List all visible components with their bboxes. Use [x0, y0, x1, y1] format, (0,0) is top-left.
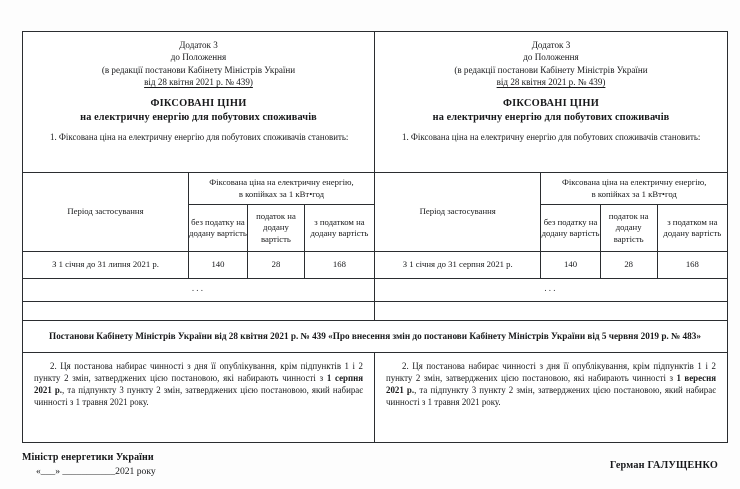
header-period-left: Період застосування	[23, 173, 188, 252]
table-ellipsis-row-right	[375, 279, 727, 302]
cell-vat-left: 28	[247, 252, 304, 279]
annex-edition-left: (в редакції постанови Кабінету Міністрів України	[101, 64, 296, 75]
header-without-vat-right: без податку на додану вартість	[541, 205, 600, 252]
annex-heading-right	[375, 32, 727, 89]
header-price-line1-right: Фіксована ціна на електричну енергію,	[562, 177, 707, 188]
header-without-vat-left: без податку на додану вартість	[188, 205, 247, 252]
cell-vat-right: 28	[600, 252, 657, 279]
annex-subtitle-right: на електричну енергію для побутових споживачів	[432, 111, 670, 123]
signature-footer	[22, 452, 728, 486]
annex-to-right: до Положення	[523, 52, 579, 63]
annex-panel-right	[375, 32, 727, 320]
header-vat-right: податок на додану вартість	[600, 205, 657, 252]
resolution-banner-text	[49, 330, 701, 342]
table-row	[23, 252, 374, 279]
ellipsis-left: ...	[23, 279, 374, 302]
banner-line1: Постанови Кабінету Міністрів України від 28 квітня 2021 р. № 439 «Про внесення змін до постанови Кабінету	[49, 331, 506, 342]
table-header-row	[375, 173, 727, 205]
annex-heading-left	[23, 32, 374, 89]
annex-edition-right: (в редакції постанови Кабінету Міністрів України	[454, 64, 648, 75]
cell-without-vat-left: 140	[188, 252, 247, 279]
header-price-right	[541, 173, 727, 205]
annex-label-right: Додаток 3	[531, 40, 571, 50]
notes-area	[23, 353, 727, 442]
note-right-effective-date: 1 вересня 2021 р.	[386, 373, 716, 396]
table-ellipsis-row-left	[23, 279, 374, 302]
header-vat-left: податок на додану вартість	[247, 205, 304, 252]
price-table-left	[23, 172, 374, 302]
cell-without-vat-right: 140	[541, 252, 600, 279]
signature-left-block	[22, 452, 156, 477]
annex-to-left: до Положення	[170, 52, 227, 63]
cell-with-vat-left: 168	[304, 252, 374, 279]
header-with-vat-left: з податком на додану вартість	[304, 205, 374, 252]
signature-date-line: «___» ___________2021 року	[36, 466, 156, 477]
signatory-name: Герман ГАЛУЩЕНКО	[609, 460, 718, 471]
note-left-part2: , та підпункту 3 пункту 2 змін, затверджених цією постановою, який набирає чинності з 1 травня 2021 року.	[34, 385, 364, 408]
annex-lead-right: 1. Фіксована ціна на електричну енергію для побутових споживачів становить:	[402, 131, 701, 142]
note-left-part1: 2. Ця постанова набирає чинності з дня її опублікування, крім підпунктів 1 і 2 пункту 2 змін, затверджених цією постановою, які набирають чинності з	[34, 361, 363, 384]
annex-ref-right: від 28 квітня 2021 р. № 439)	[496, 77, 606, 88]
price-table-right	[375, 172, 727, 302]
annex-compare-area	[23, 32, 727, 320]
annex-label-left: Додаток 3	[179, 40, 218, 50]
header-price-line2-right: в копійках за 1 кВт•год	[591, 188, 677, 199]
header-price-line2-left: в копійках за 1 кВт•год	[238, 188, 325, 199]
annex-ref-left: від 28 квітня 2021 р. № 439)	[144, 77, 253, 88]
cell-with-vat-right: 168	[657, 252, 727, 279]
annex-title-left: ФІКСОВАНІ ЦІНИ	[150, 97, 247, 109]
banner-line2: Міністрів України від 5 червня 2019 р. № 483»	[508, 331, 701, 342]
header-price-line1-left: Фіксована ціна на електричну енергію,	[209, 177, 354, 188]
table-header-row	[23, 173, 374, 205]
annex-subtitle-left: на електричну енергію для побутових споживачів	[80, 111, 317, 123]
annex-comparison-frame	[22, 31, 728, 443]
minister-role: Міністр енергетики України	[22, 452, 154, 463]
cell-period-right: З 1 січня до 31 серпня 2021 р.	[375, 252, 541, 279]
cell-period-left: З 1 січня до 31 липня 2021 р.	[23, 252, 188, 279]
note-panel-left	[23, 353, 375, 442]
note-right-part1: 2. Ця постанова набирає чинності з дня її опублікування, крім підпунктів 1 і 2 пункту 2 змін, затверджених цією постановою, які набирають чинності з	[386, 361, 716, 384]
ellipsis-right: ...	[375, 279, 727, 302]
annex-lead-left: 1. Фіксована ціна на електричну енергію для побутових споживачів становить:	[50, 131, 349, 142]
table-row	[375, 252, 727, 279]
note-right-part2: , та підпункту 3 пункту 2 змін, затверджених цією постановою, який набирає чинності з 1 травня 2021 року.	[386, 385, 716, 408]
annex-title-right: ФІКСОВАНІ ЦІНИ	[502, 97, 600, 109]
resolution-banner	[23, 320, 727, 353]
header-price-left	[188, 173, 374, 205]
header-period-right: Період застосування	[375, 173, 541, 252]
note-left-effective-date: 1 серпня 2021 р.	[34, 373, 363, 396]
note-panel-right	[375, 353, 727, 442]
annex-panel-left	[23, 32, 375, 320]
header-with-vat-right: з податком на додану вартість	[657, 205, 727, 252]
